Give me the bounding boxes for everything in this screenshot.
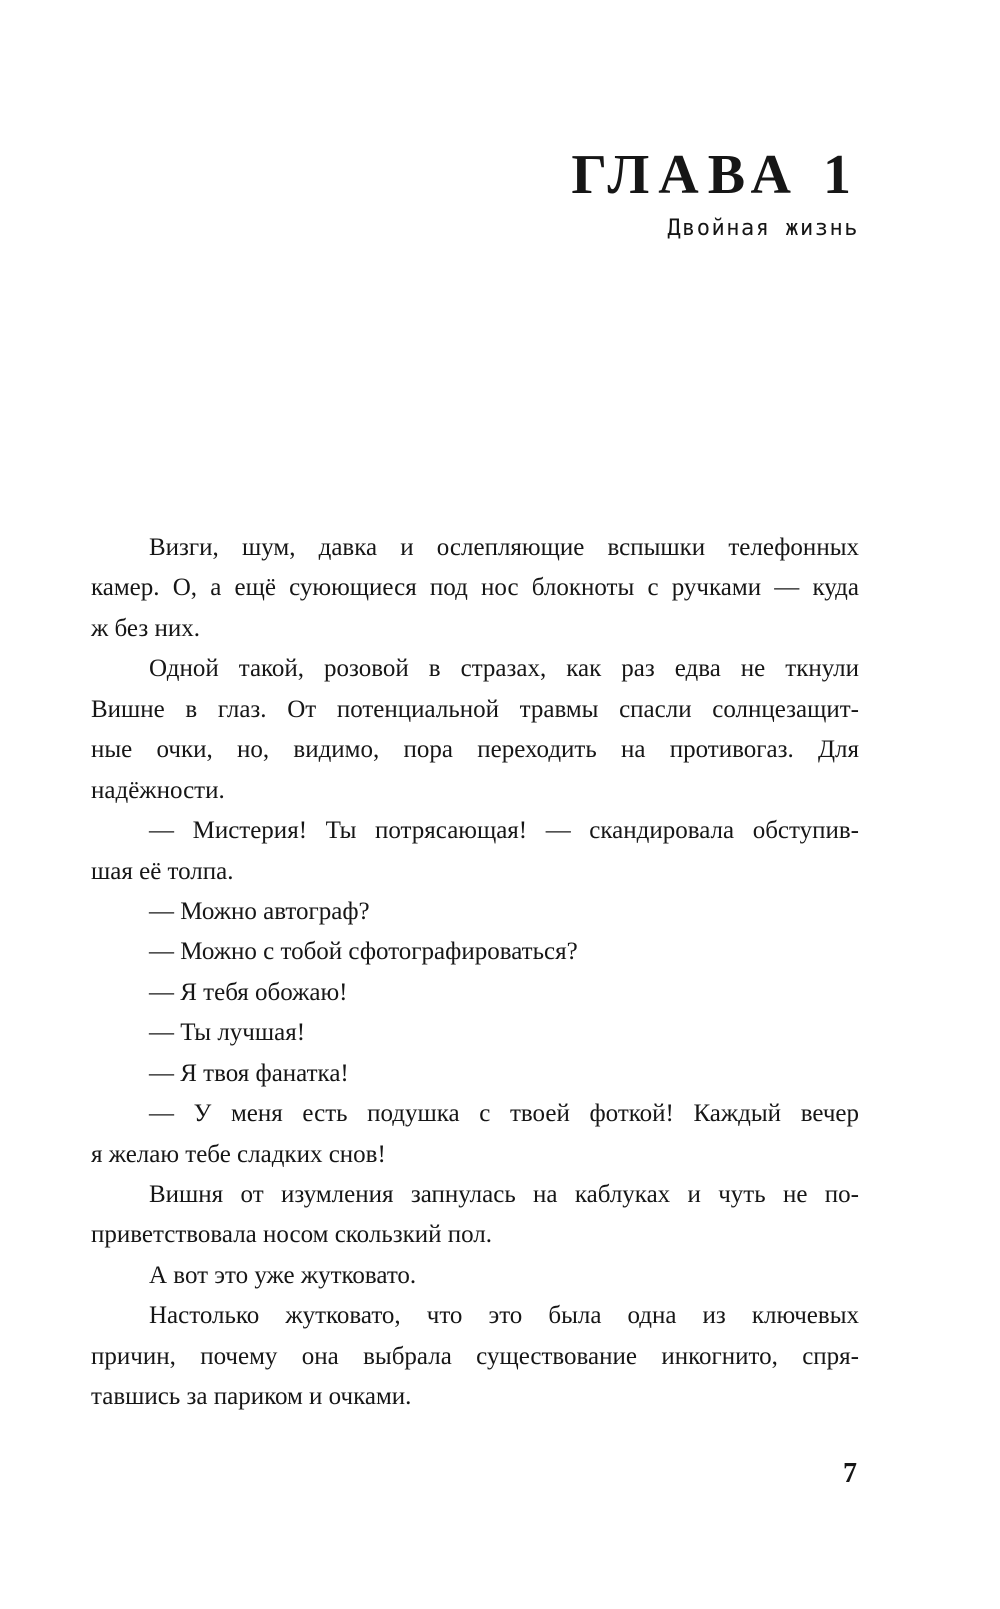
paragraph — [91, 1094, 859, 1175]
text-line: приветствовала носом скользкий пол. — [91, 1221, 493, 1249]
paragraph — [91, 1296, 859, 1417]
text-line: — Я твоя фанатка! — [149, 1059, 349, 1087]
text-line: причин, почему она выбрала существование инкогнито, спря- — [91, 1342, 859, 1370]
text-line: — Ты лучшая! — [149, 1019, 306, 1047]
text-line: — Можно автограф? — [149, 897, 370, 925]
paragraph — [91, 973, 859, 1013]
text-line: Настолько жутковато, что это была одна из ключевых — [149, 1302, 859, 1330]
text-line: Одной такой, розовой в стразах, как раз едва не ткнули — [149, 655, 859, 683]
text-line: ж без них. — [91, 614, 200, 642]
text-line: — У меня есть подушка с твоей фоткой! Каждый вечер — [149, 1100, 859, 1128]
paragraph — [91, 932, 859, 972]
text-line: Вишне в глаз. От потенциальной травмы спасли солнцезащит- — [91, 695, 859, 723]
text-line: — Я тебя обожаю! — [149, 978, 348, 1006]
chapter-body-text — [91, 528, 859, 1418]
text-line: — Можно с тобой сфотографироваться? — [149, 938, 578, 966]
text-line: — Мистерия! Ты потрясающая! — скандировала обступив- — [149, 817, 859, 845]
paragraph — [91, 892, 859, 932]
text-line: А вот это уже жутковато. — [149, 1261, 417, 1289]
text-line: надёжности. — [91, 776, 225, 804]
paragraph — [91, 1013, 859, 1053]
text-line: ные очки, но, видимо, пора переходить на противогаз. Для — [91, 736, 859, 764]
paragraph — [91, 811, 859, 892]
paragraph — [91, 1256, 859, 1296]
paragraph — [91, 1175, 859, 1256]
paragraph — [91, 1054, 859, 1094]
text-line: шая её толпа. — [91, 857, 234, 885]
text-line: я желаю тебе сладких снов! — [91, 1140, 386, 1168]
page-number: 7 — [843, 1458, 857, 1489]
text-line: Визги, шум, давка и ослепляющие вспышки телефонных — [149, 534, 859, 561]
text-line: тавшись за париком и очками. — [91, 1383, 412, 1411]
paragraph — [91, 528, 859, 649]
text-line: камер. О, а ещё суюющиеся под нос блокноты с ручками — куда — [91, 574, 859, 602]
chapter-subtitle: Двойная жизнь — [667, 216, 859, 241]
paragraph — [91, 649, 859, 811]
chapter-title: ГЛАВА 1 — [571, 144, 860, 206]
text-line: Вишня от изумления запнулась на каблуках и чуть не по- — [149, 1181, 859, 1208]
